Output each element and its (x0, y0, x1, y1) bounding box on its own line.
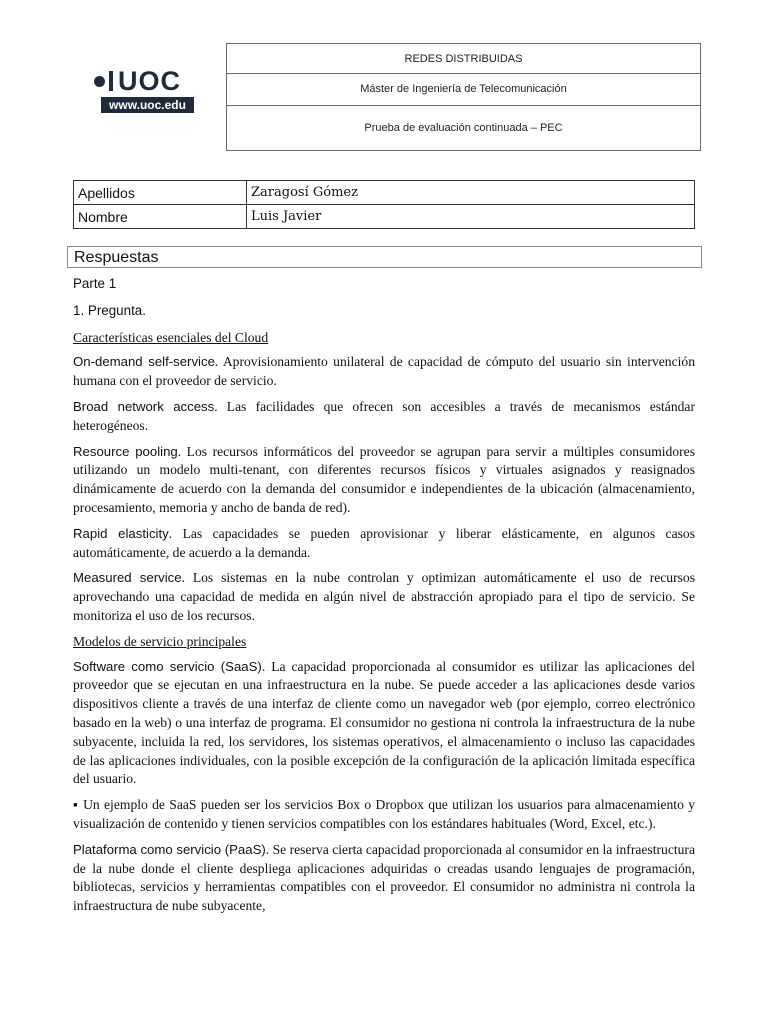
term-paas: Plataforma como servicio (PaaS) (73, 841, 266, 857)
course-header (226, 43, 701, 151)
paragraph-saas (73, 658, 695, 790)
term-broad-network: Broad network access (73, 398, 215, 414)
student-table (73, 180, 695, 229)
text-on-demand: . Aprovisionamiento unilateral de capacidad de cómputo del usuario sin intervención humana con el proveedor de servicio. (73, 354, 695, 389)
term-saas: Software como servicio (SaaS) (73, 658, 262, 674)
surname-value: Zaragosí Gómez (247, 181, 695, 205)
logo-bar-icon (109, 71, 113, 91)
text-rapid-elasticity: . Las capacidades se pueden aprovisionar y liberar elásticamente, en algunos casos automáticamente, de acuerdo a la demanda. (73, 525, 695, 560)
table-row (74, 205, 695, 229)
text-broad-network: . Las facilidades que ofrecen son accesibles a través de mecanismos estándar heterogéneos. (73, 398, 695, 433)
paragraph-paas (73, 841, 695, 916)
logo-dot-icon (94, 76, 105, 87)
table-row (74, 181, 695, 205)
section-heading-characteristics: Características esenciales del Cloud (73, 329, 269, 345)
section-heading-service-models: Modelos de servicio principales (73, 633, 247, 649)
uoc-logo (94, 66, 196, 114)
course-title: REDES DISTRIBUIDAS (227, 44, 700, 74)
term-rapid-elasticity: Rapid elasticity (73, 525, 169, 541)
logo-url: www.uoc.edu (101, 97, 194, 113)
logo-mark (94, 66, 196, 96)
assessment-title: Prueba de evaluación continuada – PEC (364, 122, 563, 134)
paragraph-on-demand (73, 353, 695, 391)
question-heading: 1. Pregunta. (73, 302, 146, 318)
term-measured-service: Measured service (73, 570, 182, 586)
logo-brand: UOC (118, 66, 181, 96)
paragraph-saas-example: ▪ Un ejemplo de SaaS pueden ser los servicios Box o Dropbox que utilizan los usuarios para almacenamiento y visualización de contenido y tienen servicios compatibles con los estándares habituales (Word, Excel, etc.). (73, 797, 695, 831)
text-resource-pooling: . Los recursos informáticos del proveedor se agrupan para servir a múltiples consumidores utilizando un modelo multi-tenant, con diferentes recursos físicos y virtuales asignados y reasignados dinámicamente de acuerdo con la demanda del consumidor e independientes de la ubicación (almacenamiento, procesamiento, memoria y ancho de banda de red). (73, 443, 695, 515)
paragraph-measured-service (73, 569, 695, 625)
text-paas: . Se reserva cierta capacidad proporcionada al consumidor en la infraestructura de la nube donde el cliente despliega aplicaciones adquiridas o creadas usando lenguajes de programación, bibliotecas, servicios y herramientas compatibles con el proveedor. El consumidor no administra ni controla la infraestructura de nube subyacente, (73, 841, 695, 914)
term-on-demand: On-demand self-service (73, 354, 215, 370)
term-resource-pooling: Resource pooling (73, 443, 178, 459)
name-label: Nombre (74, 205, 247, 229)
program-title: Máster de Ingeniería de Telecomunicación (227, 74, 700, 106)
text-measured-service: . Los sistemas en la nube controlan y optimizan automáticamente el uso de recursos aprovechando una capacidad de medida en algún nivel de abstracción apropiado para el tipo de servicio. Se monitoriza el uso de los recursos. (73, 570, 696, 623)
text-saas: . La capacidad proporcionada al consumidor es utilizar las aplicaciones del proveedor que se ejecutan en una infraestructura en la nube. Se puede acceder a las aplicaciones desde varios dispositivos cliente a través de una interfaz de cliente como un navegador web (por ejemplo, correo electrónico basado en la web) o una interfaz de programa. El consumidor no gestiona ni controla la infraestructura de la nube subyacente, incluida la red, los servidores, los sistemas operativos, el almacenamiento o incluso las capacidades de las aplicaciones individuales, con la posible excepción de la configuración de la aplicación limitada específica del usuario. (73, 658, 695, 787)
part-heading: Parte 1 (73, 276, 117, 291)
surname-label: Apellidos (74, 181, 247, 205)
name-value: Luis Javier (247, 205, 695, 229)
paragraph-rapid-elasticity (73, 525, 695, 563)
paragraph-resource-pooling (73, 443, 695, 518)
paragraph-broad-network (73, 398, 695, 436)
answers-heading: Respuestas (67, 246, 702, 268)
answer-body (73, 275, 695, 923)
